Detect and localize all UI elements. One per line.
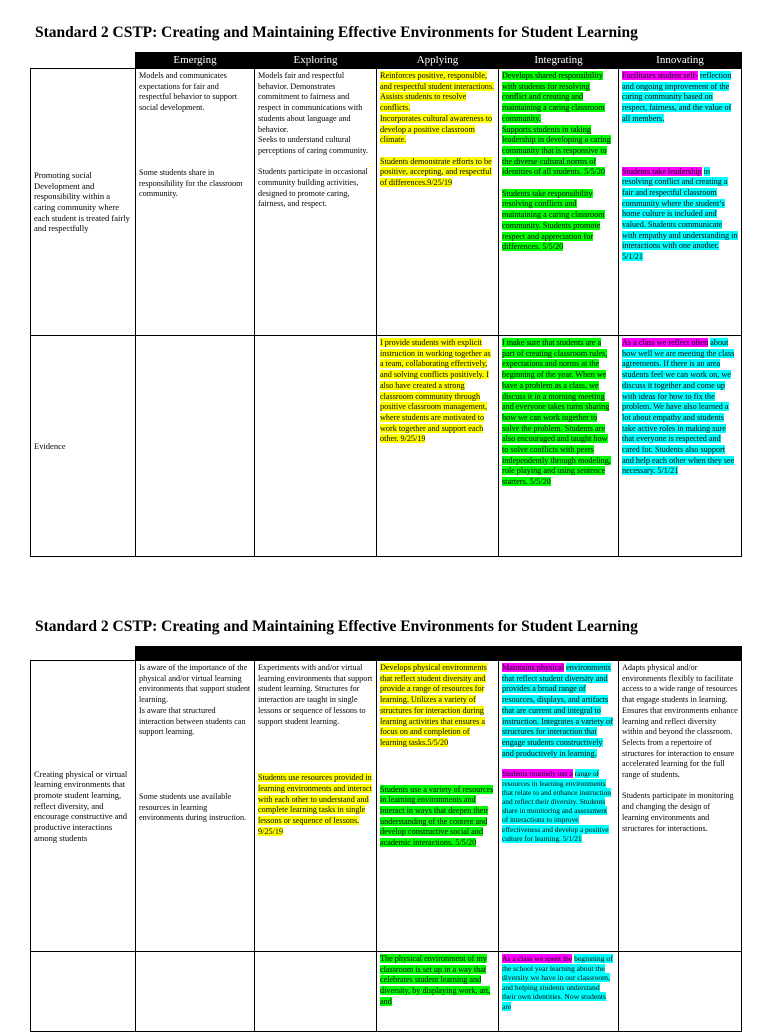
evidence-exploring — [255, 336, 377, 557]
applying-p3: Incorporates cultural awareness to develop a positive classroom climate. — [380, 113, 493, 145]
standard-title-2: Standard 2 CSTP: Creating and Maintaining Effective Environments for Student Learning — [35, 618, 638, 635]
element-2-2-table — [30, 646, 742, 1032]
cell-innovating — [619, 69, 742, 336]
evidence22-emerging — [136, 952, 255, 1032]
exploring-p1: Models fair and respectful behavior. Demonstrates commitment to fairness and respect in communications with students about language and behavior. — [258, 71, 363, 134]
evidence22-head — [31, 952, 136, 1032]
header-bar-2 — [255, 647, 377, 661]
cell-exploring — [255, 69, 377, 336]
header-bar-5 — [619, 647, 742, 661]
cell-applying — [377, 69, 499, 336]
e22-emerging-p1: Is aware of the importance of the physical and/or virtual learning environments that support student learning. — [139, 663, 251, 705]
header-bar-1 — [136, 647, 255, 661]
evidence-applying-text: I provide students with explicit instruction in working together as a team, collaborating effectively, and solving conflicts positively. I also have created a strong classroom community through positive classroom management, where students are motivated to work together and support each other. 9/25/19 — [380, 338, 491, 444]
row-head-creating — [31, 661, 136, 952]
e22-applying-p2: Students use a variety of resources in learning environments and interact in ways that deepen their understanding of the content and develop constructive social and academic interactions. 5/5/20 — [380, 784, 494, 848]
e22-integrating-p2a: Students routinely use a — [502, 769, 573, 779]
e22-evidence-applying-text: The physical environment of my classroom is set up in a way that celebrates student learning and diversity, by displaying work, art, and — [380, 954, 491, 1006]
col-exploring: Exploring — [255, 53, 377, 69]
cell-integrating — [499, 69, 619, 336]
innovating-p1b: reflection and ongoing improvement of the caring community based on respect, fairness, and the value of all members. — [622, 71, 732, 123]
row-head-text: Promoting social Development and responsibility within a caring community where each student is treated fairly and respectfully — [34, 169, 130, 234]
col-integrating: Integrating — [499, 53, 619, 69]
evidence-innovating — [619, 336, 742, 557]
emerging-p1: Models and communicates expectations for fair and respectful behavior to support social development. — [139, 71, 237, 113]
standard-title-1: Standard 2 CSTP: Creating and Maintaining Effective Environments for Student Learning — [35, 24, 638, 41]
e22-integrating-p1a: Maintains physical — [502, 663, 565, 672]
evidence22-integrating — [499, 952, 619, 1032]
cell22-applying — [377, 661, 499, 952]
evidence-emerging — [136, 336, 255, 557]
header-empty-2 — [31, 647, 136, 661]
e22-innovating-p1: Adapts physical and/or environments flexibly to facilitate access to a wide range of resources that engage students in learning. Ensures that environments enhance learning and reflect diversity within and beyond the classroom. Selects from a repertoire of structures for interaction to ensure accelerated learning for the full range of students. — [622, 663, 738, 780]
row-head-creating-text: Creating physical or virtual learning environments that promote student learning, reflect diversity, and encourage constructive and productive interactions among students — [34, 768, 128, 843]
header-bar-4 — [499, 647, 619, 661]
evidence22-exploring — [255, 952, 377, 1032]
header-bar-3 — [377, 647, 499, 661]
evidence-integrating — [499, 336, 619, 557]
cell22-exploring — [255, 661, 377, 952]
applying-p1: Reinforces positive, responsible, and respectful student interactions. — [380, 71, 495, 91]
evidence-innovating-a: As a class we reflect often — [622, 338, 709, 347]
e22-evidence-integrating-a: As a class we spent the — [502, 954, 573, 963]
integrating-p2: Supports students in taking leadership in developing a caring community that is responsive to the diverse cultural norms of identities of all students. 5/5/20 — [502, 124, 611, 177]
cell22-innovating — [619, 661, 742, 952]
e22-exploring-p2: Students use resources provided in learning environments and interact with each other to understand and complete learning tasks in single lessons or sequence of lessons. 9/25/19 — [258, 773, 372, 836]
cell-emerging — [136, 69, 255, 336]
col-emerging: Emerging — [136, 53, 255, 69]
header-empty — [31, 53, 136, 69]
evidence-innovating-b: about how well we are meeting the class agreements. If there is an area students feel we can work on, we discuss it together and come up with ideas for how to fix the problem. We have also learned a lot about empathy and students take active roles in making sure that everyone is respected and cared for. Students also support and help each other when they see necessary. 5/1/21 — [622, 338, 735, 476]
e22-applying-p1: Develops physical environments that reflect student diversity and provide a range of resources for learning. Utilizes a variety of structures for interaction during learning activities that ensures a focus on and completion of learning tasks.5/5/20 — [380, 663, 487, 747]
innovating-p1a: Facilitates student self- — [622, 71, 698, 80]
cell22-integrating — [499, 661, 619, 952]
cell22-emerging — [136, 661, 255, 952]
row-head-promoting — [31, 69, 136, 336]
e22-integrating-p1b: environments that reflect student diversity and provides a broad range of resources, displays, and artifacts that are current and integral to instruction. Integrates a variety of structures for interaction that engage students constructively and productively in learning. — [502, 663, 613, 758]
evidence22-applying — [377, 952, 499, 1032]
innovating-p2b: in resolving conflict and creating a fair and respectful classroom community where the student’s home culture is included and valued. Students communicate with empathy and understanding in interactions with one another. 5/1/21 — [622, 166, 738, 262]
col-applying: Applying — [377, 53, 499, 69]
element-2-1-table — [30, 52, 742, 557]
e22-integrating-p2b: range of resources in learning environments that relate to and enhance instruction and reflect their diversity. Students share in monitoring and assessment of interactions to improve effectiveness and develop a positive culture for learning. 5/1/21 — [502, 769, 611, 843]
evidence-label: Evidence — [34, 440, 66, 451]
evidence-integrating-text: I make sure that students are a part of creating classroom rules, expectations and norms at the beginning of the year. When we have a problem as a class, we discuss it in a morning meeting and everyone takes turns sharing how we can work together to solve the problem. Students are also encouraged and taught how to solve conflicts with peers independently through modeling, role playing and using sentence starters. 5/5/20 — [502, 338, 611, 487]
e22-exploring-p1: Experiments with and/or virtual learning environments that support student learning. Structures for interaction are taught in single lessons or sequence of lessons to support student learning. — [258, 663, 373, 726]
e22-emerging-p3: Some students use available resources in learning environments during instruction. — [139, 791, 247, 823]
e22-evidence-integrating-b: beginning of the school year learning about the diversity we have in our classroom, and helping students understand their own identities. Now students are — [502, 954, 613, 1011]
e22-emerging-p2: Is aware that structured interaction between students can support learning. — [139, 705, 246, 737]
e22-innovating-p2: Students participate in monitoring and changing the design of learning environments and structures for interactions. — [622, 791, 734, 833]
emerging-p2: Some students share in responsibility for the classroom community. — [139, 167, 243, 199]
evidence-applying — [377, 336, 499, 557]
exploring-p2: Seeks to understand cultural perceptions of caring community. — [258, 135, 368, 155]
integrating-p1: Develops shared responsibility with students for resolving conflict and creating and maintaining a caring classroom community. — [502, 71, 605, 123]
row-head-evidence — [31, 336, 136, 557]
integrating-p3: Students take responsibility resolving conflicts and maintaining a caring classroom community. Students promote respect and appreciation for differences. 5/5/20 — [502, 188, 605, 252]
evidence22-innovating — [619, 952, 742, 1032]
applying-p4: Students demonstrate efforts to be positive, accepting, and respectful of differences.9/25/19 — [380, 156, 492, 188]
applying-p2: Assists students to resolve conflicts. — [380, 92, 467, 113]
col-innovating: Innovating — [619, 53, 742, 69]
exploring-p3: Students participate in occasional community building activities, designed to promote caring, fairness, and respect. — [258, 167, 368, 209]
innovating-p2a: Students take leadership — [622, 166, 702, 176]
